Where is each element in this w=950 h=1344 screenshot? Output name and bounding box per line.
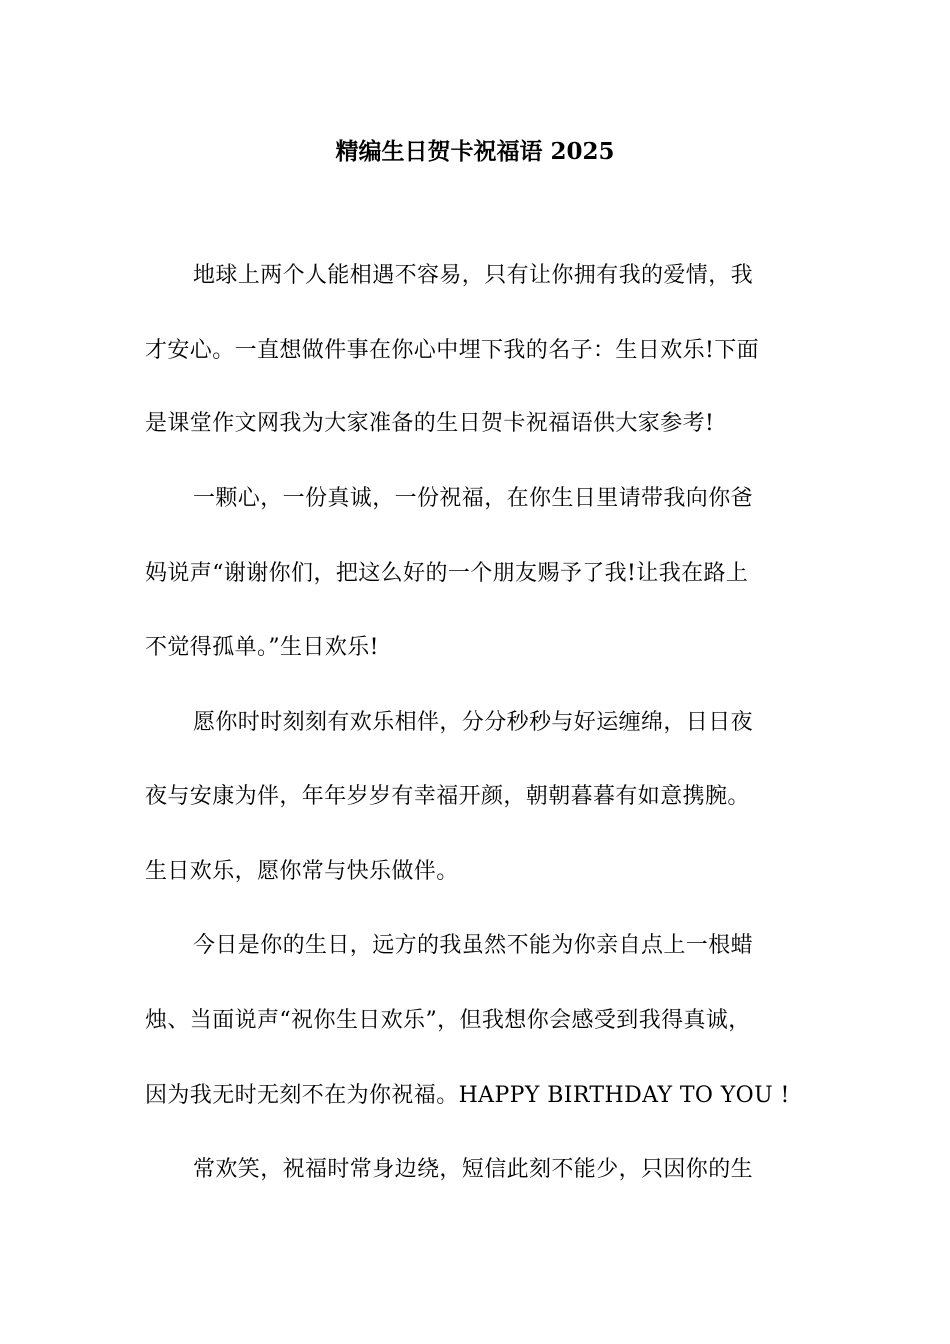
paragraph-3-line-2: 夜与安康为伴，年年岁岁有幸福开颜，朝朝暮暮有如意携腕。 — [145, 784, 750, 809]
paragraph-4-line-2: 烛、当面说声“祝你生日欢乐”，但我想你会感受到我得真诚， — [145, 1008, 751, 1033]
paragraph-4-line-3: 因为我无时无刻不在为你祝福。HAPPY BIRTHDAY TO YOU ! — [145, 1083, 790, 1108]
paragraph-3-line-1: 愿你时时刻刻有欢乐相伴，分分秒秒与好运缠绵，日日夜 — [193, 710, 754, 735]
paragraph-1-line-2: 才安心。一直想做件事在你心中埋下我的名子：生日欢乐!下面 — [145, 338, 760, 363]
paragraph-3-line-3: 生日欢乐，愿你常与快乐做伴。 — [145, 859, 459, 884]
paragraph-1-line-3: 是课堂作文网我为大家准备的生日贺卡祝福语供大家参考! — [145, 411, 715, 436]
paragraph-4-line-1: 今日是你的生日，远方的我虽然不能为你亲自点上一根蜡 — [193, 933, 754, 958]
paragraph-2-line-2: 妈说声“谢谢你们，把这么好的一个朋友赐予了我!让我在路上 — [145, 561, 749, 586]
paragraph-1-line-1: 地球上两个人能相遇不容易，只有让你拥有我的爱情，我 — [193, 263, 754, 288]
document-title: 精编生日贺卡祝福语 2025 — [335, 138, 615, 165]
paragraph-5-line-1: 常欢笑，祝福时常身边绕，短信此刻不能少，只因你的生 — [193, 1157, 754, 1182]
paragraph-2-line-1: 一颗心，一份真诚，一份祝福，在你生日里请带我向你爸 — [193, 486, 754, 511]
paragraph-2-line-3: 不觉得孤单。”生日欢乐! — [145, 635, 379, 660]
